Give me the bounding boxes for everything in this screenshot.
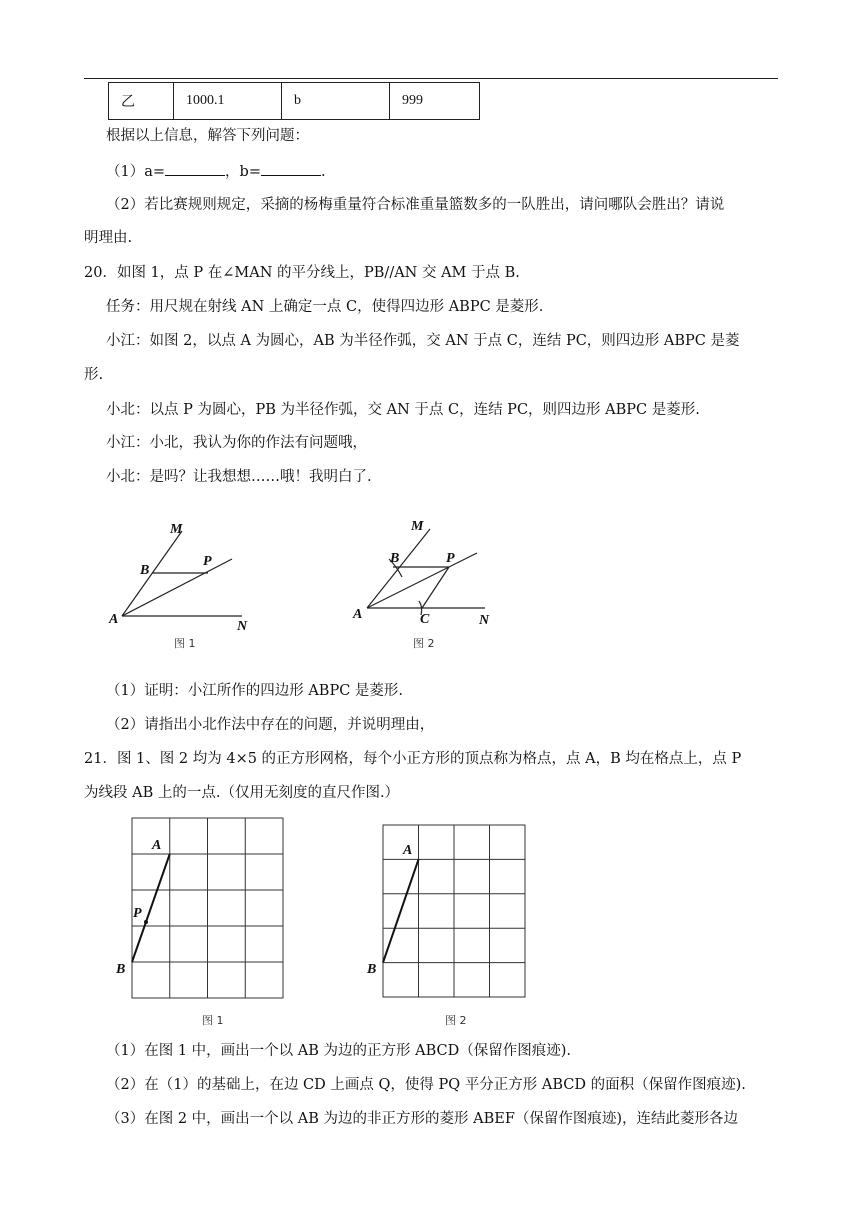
label-N: N [237,619,248,634]
problem-21-title: 21．图 1、图 2 均为 4×5 的正方形网格，每个小正方形的顶点称为格点，点 A，B 均在格点上，点 P [84,751,742,767]
table-cell: 999 [390,83,480,120]
figure-caption: 图 1 [174,637,196,650]
label-A: A [353,607,363,622]
question-2: （2）若比赛规则规定，采摘的杨梅重量符合标准重量篮数多的一队胜出，请问哪队会胜出？请说 [106,197,725,213]
table-cell: 1000.1 [174,83,282,120]
problem-20-q1: （1）证明：小江所作的四边形 ABPC 是菱形. [106,683,404,699]
label-B: B [367,962,377,977]
problem-20-xiaojiang: 小江：如图 2，以点 A 为圆心，AB 为半径作弧，交 AN 于点 C，连结 PC，则四边形 ABPC 是菱 [106,333,740,349]
question-2-cont: 明理由. [84,230,133,246]
label-P: P [203,554,212,569]
problem-20-q2: （2）请指出小北作法中存在的问题，并说明理由， [106,717,435,733]
label-P: P [133,906,142,921]
problem-20-xiaobei: 小北：以点 P 为圆心，PB 为半径作弧，交 AN 于点 C，连结 PC，则四边形 ABPC 是菱形. [106,402,700,418]
question-1 [106,161,326,182]
problem-20-dialog-1: 小江：小北，我认为你的作法有问题哦， [106,435,367,451]
figure-20-1 [100,515,270,655]
problem-21-title-cont: 为线段 AB 上的一点.（仅用无刻度的直尺作图.） [84,785,400,801]
q1-period: . [320,164,326,180]
table-cell: b [282,83,390,120]
label-N: N [479,613,490,628]
data-table [108,82,480,120]
instruction-text: 根据以上信息，解答下列问题： [106,128,309,144]
q1-a-label: （1）a= [106,164,166,180]
problem-20-dialog-2: 小北：是吗？让我想想……哦！我明白了. [106,469,372,485]
figure-21-1 [110,812,310,1037]
label-C: C [420,612,430,627]
answer-blank-b[interactable] [261,161,321,176]
table-row [109,83,480,120]
problem-20-title: 20．如图 1，点 P 在∠MAN 的平分线上，PB//AN 交 AM 于点 B. [84,265,520,281]
problem-20-xiaojiang-cont: 形. [84,367,104,383]
label-M: M [170,522,183,537]
problem-20-task: 任务：用尺规在射线 AN 上确定一点 C，使得四边形 ABPC 是菱形. [106,299,544,315]
figure-caption: 图 2 [445,1014,467,1027]
label-A: A [152,838,162,853]
label-A: A [109,612,119,627]
figure-caption: 图 1 [202,1014,224,1027]
label-M: M [411,519,424,534]
problem-21-q3: （3）在图 2 中，画出一个以 AB 为边的非正方形的菱形 ABEF（保留作图痕迹)，连结此菱形各边 [106,1111,739,1127]
table-cell: 乙 [109,83,174,120]
problem-21-q2: （2）在（1）的基础上，在边 CD 上画点 Q，使得 PQ 平分正方形 ABCD 的面积（保留作图痕迹). [106,1077,746,1093]
label-P: P [446,551,455,566]
q1-b-label: ，b= [225,164,261,180]
label-A: A [403,843,413,858]
top-rule [84,78,778,79]
figure-20-2 [345,515,515,655]
figure-caption: 图 2 [413,637,435,650]
label-B: B [116,962,126,977]
label-B: B [390,551,400,566]
problem-21-q1: （1）在图 1 中，画出一个以 AB 为边的正方形 ABCD（保留作图痕迹). [106,1043,572,1059]
label-B: B [140,563,150,578]
figure-21-2 [361,812,561,1037]
answer-blank-a[interactable] [165,161,225,176]
